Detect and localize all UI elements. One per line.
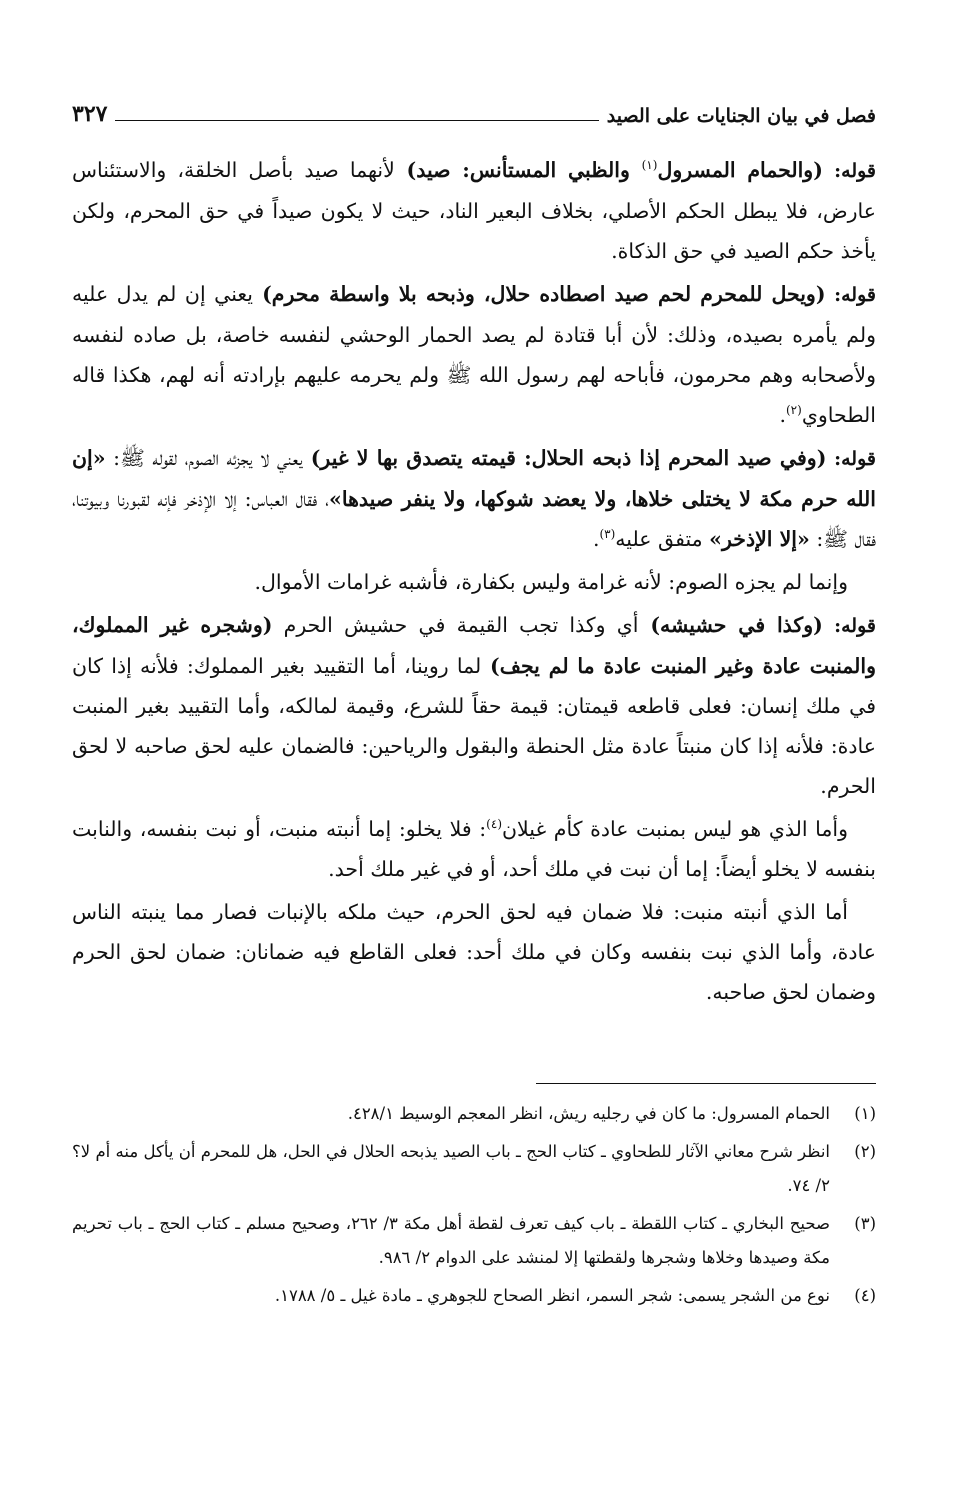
footnote-marker: (٢)	[785, 403, 802, 418]
commentary-text: .	[592, 527, 600, 551]
page-header	[72, 93, 876, 127]
footnote	[72, 1135, 876, 1203]
matn-quote: (والحمام المسرول	[657, 158, 823, 182]
footnote-number: (٤)	[854, 1286, 876, 1305]
qawluhu-label: قوله:	[825, 284, 876, 306]
footnote-marker: (٣)	[599, 527, 616, 542]
footnote-text: انظر شرح معاني الآثار للطحاوي ـ كتاب الحج ـ باب الصيد يذبحه الحلال في الحل، هل للمحرم أن يأكل منه أم لا؟ ٢/ ٧٤.	[72, 1142, 830, 1195]
commentary-text: أما الذي أنبته منبت: فلا ضمان فيه لحق الحرم، حيث ملكه بالإنبات فصار مما ينبته الناس عادة، وأما الذي نبت بنفسه وكان في ملك أحد: فعلى القاطع فيه ضمانان: ضمان لحق الحرم وضمان لحق صاحبه.	[72, 900, 876, 1004]
matn-quote: (وكذا في حشيشه)	[638, 613, 823, 637]
footnote-marker: (١)	[641, 158, 658, 173]
footnote-number: (٣)	[854, 1214, 876, 1233]
paragraph	[72, 562, 876, 602]
footnote	[72, 1207, 876, 1275]
footnote	[72, 1279, 876, 1313]
paragraph	[72, 809, 876, 889]
paragraph	[72, 892, 876, 1012]
footnote-text: صحيح البخاري ـ كتاب اللقطة ـ باب كيف تعرف لقطة أهل مكة ٣/ ٢٦٢، وصحيح مسلم ـ كتاب الحج ـ باب تحريم مكة وصيدها وخلاها وشجرها ولقطتها إلا لمنشد على الدوام ٢/ ٩٨٦.	[72, 1214, 830, 1267]
main-text	[72, 150, 876, 1015]
commentary-text: أي وكذا تجب القيمة في حشيش الحرم	[272, 613, 639, 637]
running-title: فصل في بيان الجنايات على الصيد	[606, 105, 876, 127]
footnote	[72, 1097, 876, 1131]
matn-quote: والظبي المستأنس: صيد)	[394, 158, 642, 182]
commentary-text: وأما الذي هو ليس بمنبت عادة كأم غيلان	[502, 817, 848, 841]
matn-quote: (وشجره غير المملوك، والمنبت عادة وغير المنبت عادة ما لم يجف)	[72, 613, 876, 678]
matn-quote: (وفي صيد المحرم إذا ذبحه الحلال: قيمته يتصدق بها لا غير)	[302, 446, 827, 470]
footnote-number: (١)	[854, 1104, 876, 1123]
footnote-text: نوع من الشجر يسمى: شجر السمر، انظر الصحاح للجوهري ـ مادة غيل ـ ٥/ ١٧٨٨.	[274, 1286, 830, 1305]
matn-quote: (ويحل للمحرم لحم صيد اصطاده حلال، وذبحه بلا واسطة محرم)	[253, 282, 826, 306]
commentary-text: ، فقال العباس: إلا الإذخر فإنه لقبورنا وبيوتنا، فقال ﷺ:	[72, 487, 876, 551]
page-number: ٣٢٧	[72, 101, 108, 127]
matn-quote: «إلا الإذخر»	[709, 527, 810, 551]
footnote-number: (٢)	[854, 1142, 876, 1161]
footnote-separator	[536, 1083, 876, 1084]
commentary-text: متفق عليه	[615, 527, 710, 551]
qawluhu-label: قوله:	[826, 448, 876, 470]
footnote-marker: (٤)	[486, 817, 502, 832]
paragraph	[72, 274, 876, 435]
commentary-text: .	[779, 403, 786, 427]
commentary-text: يعني لا يجزئه الصوم، لقوله ﷺ:	[105, 446, 303, 470]
footnotes	[72, 1097, 876, 1317]
matn-quote: «إن الله حرم مكة لا يختلى خلاها، ولا يعضد شوكها، ولا ينفر صيدها»	[72, 446, 876, 511]
footnote-text: الحمام المسرول: ما كان في رجليه ريش، انظر المعجم الوسيط ٤٢٨/١.	[347, 1104, 830, 1123]
commentary-text: : فلا يخلو: إما أنبته منبت، أو نبت بنفسه، والنابت بنفسه لا يخلو أيضاً: إما أن نبت في ملك أحد، أو في غير ملك أحد.	[72, 817, 876, 881]
paragraph	[72, 150, 876, 271]
qawluhu-label: قوله:	[822, 160, 877, 182]
commentary-text: لما روينا، أما التقييد بغير المملوك: فلأنه إذا كان في ملك إنسان: فعلى قاطعه قيمتان: قيمة حقاً للشرع، وقيمة لمالكه، وأما التقييد بغير المنبت عادة: فلأنه إذا كان منبتاً عادة مثل الحنطة والبقول والرياحين: فالضمان عليه لحق صاحبه لا لحق الحرم.	[72, 654, 876, 798]
header-rule	[115, 120, 598, 121]
paragraph	[72, 438, 876, 559]
commentary-text: لأنهما صيد بأصل الخلقة، والاستئناس عارض، فلا يبطل الحكم الأصلي، بخلاف البعير الناد، حيث لا يكون صيداً في حق المحرم، ولكن يأخذ حكم الصيد في حق الذكاة.	[72, 158, 876, 263]
commentary-text: وإنما لم يجزه الصوم: لأنه غرامة وليس بكفارة، فأشبه غرامات الأموال.	[254, 570, 848, 594]
commentary-text: يعني إن لم يدل عليه ولم يأمره بصيده، وذلك: لأن أبا قتادة لم يصد الحمار الوحشي لنفسه خاصة، بل صاده لنفسه ولأصحابه وهم محرمون، فأباحه لهم رسول الله ﷺ ولم يحرمه عليهم بإرادته أنه لهم، هكذا قاله الطحاوي	[72, 282, 876, 427]
qawluhu-label: قوله:	[822, 615, 876, 637]
paragraph	[72, 605, 876, 806]
